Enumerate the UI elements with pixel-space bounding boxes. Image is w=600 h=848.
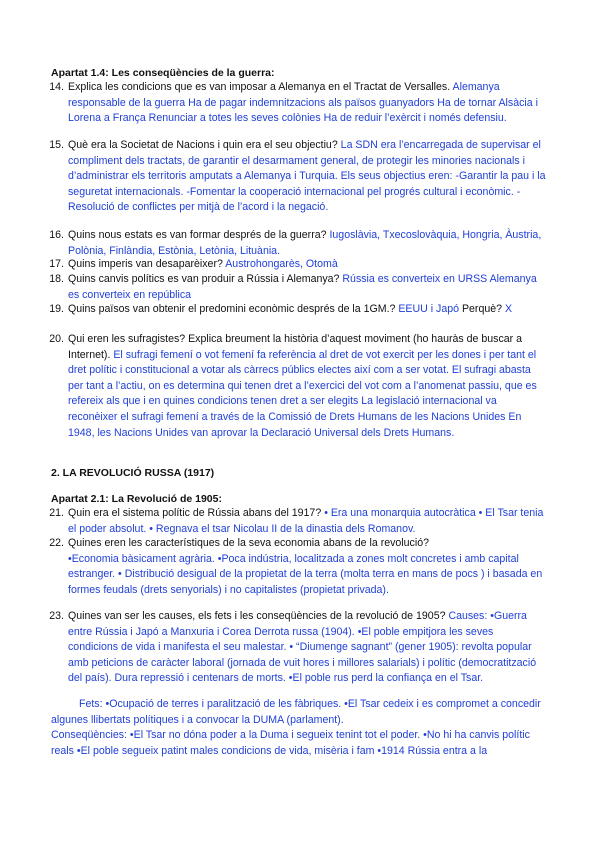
question-text: Explica les condicions que es van imposar a Alemanya en el Tractat de Versalles. xyxy=(68,81,451,93)
question-number: 19. xyxy=(49,303,64,315)
question-21 xyxy=(49,506,546,537)
question-text: Quin era el sistema polític de Rússia abans del 1917? xyxy=(68,507,322,519)
chapter-heading: 2. LA REVOLUCIÓ RUSSA (1917) xyxy=(51,467,215,479)
question-number: 15. xyxy=(49,139,64,151)
question-15 xyxy=(49,138,546,216)
answer-text: • Era una monarquia autocràtica • El Tsar tenia el poder absolut. • Regnava el tsar Nicolau II de la dinastia dels Romanov. xyxy=(68,507,544,535)
answer-text: Causes: •Guerra entre Rússia i Japó a Manxuria i Corea Derrota russa (1904). •El poble empitjora les seves condicions de vida i manifesta el seu malestar. • “Diumenge sagnant” (gener 1905): revolta popular amb peticions de caràcter laboral (jornada de vuit hores i millores salarials) i polític (democratització del país). Dura repressió i centenars de morts. •El poble rus perd la confiança en el Tsar. xyxy=(68,610,537,685)
answer-text: EEUU i Japó xyxy=(398,303,460,315)
answer-text: Austrohongarès, Otomà xyxy=(225,258,338,270)
question-20 xyxy=(49,332,546,441)
answer-text: Iugoslàvia, Txecoslovàquia, Hongria, Àustria, Polònia, Finlàndia, Estònia, Letònia, Lituània. xyxy=(68,229,542,257)
answer-text: X xyxy=(504,303,513,315)
question-number: 17. xyxy=(49,258,64,270)
question-text: Qui eren les sufragistes? Explica breument la història d’aquest moviment (ho hauràs de buscar a Internet). xyxy=(68,333,523,361)
question-text: Quins canvis polítics es van produir a Rússia i Alemanya? xyxy=(68,273,340,285)
question-text: Perquè? xyxy=(461,303,503,315)
question-17 xyxy=(49,257,546,273)
question-text: Quins imperis van desaparèixer? xyxy=(68,258,223,270)
answer-text: El sufragi femení o vot femení fa referència al dret de vot exercit per les dones i per tant el dret polític i constitucional a votar als càrrecs públics electes així com a ser votat. El sufragi abasta per tant a l’actiu, on es determina qui tenen dret a l’exercici del vot com a l’anomenat passiu, que es refereix als que i en quines condicions tenen dret a ser elegits La legislació internacional va reconèixer el sufragi femení a través de la Comissió de Drets Humans de les Nacions Unides En 1948, les Nacions Unides van aprovar la Declaració Universal dels Drets Humans. xyxy=(68,348,537,439)
question-number: 22. xyxy=(49,537,64,549)
answer-text: •Economia bàsicament agrària. •Poca indústria, localitzada a zones molt concretes i amb capital estranger. • Distribució desigual de la propietat de la terra (molta terra en mans de pocs ) i basada en formes feudals (drets senyorials) i no capitalistes (propietat privada). xyxy=(68,552,543,596)
question-text: Quines van ser les causes, els fets i les conseqüències de la revolució de 1905? xyxy=(68,610,446,622)
question-text: Quines eren les característiques de la seva economia abans de la revolució? xyxy=(68,537,429,549)
question-22 xyxy=(49,536,546,598)
question-number: 23. xyxy=(49,610,64,622)
question-23 xyxy=(49,609,546,687)
question-number: 14. xyxy=(49,81,64,93)
question-16 xyxy=(49,228,546,259)
question-number: 20. xyxy=(49,333,64,345)
question-number: 21. xyxy=(49,507,64,519)
question-number: 18. xyxy=(49,273,64,285)
question-text: Quins països van obtenir el predomini econòmic després de la 1GM.? xyxy=(68,303,396,315)
question-19 xyxy=(49,302,546,318)
section-heading: Apartat 1.4: Les conseqüències de la guerra: xyxy=(51,67,275,79)
question-14 xyxy=(49,80,546,127)
answer-text: La SDN era l’encarregada de supervisar el compliment dels tractats, de garantir el desarmament general, de protegir les minories nacionals i d’administrar els territoris amputats a Alemanya i Turquia. Els seus objectius eren: -Garantir la pau i la seguretat internacionals. -Fomentar la cooperació internacional pel progrés cultural i econòmic. -Resolució de conflictes per mitjà de l’acord i la negació. xyxy=(68,139,546,214)
consequencies-paragraph: Conseqüències: •El Tsar no dóna poder a la Duma i segueix tenint tot el poder. •No hi ha canvis polític reals •El poble segueix patint males condicions de vida, misèria i fam •1914 Rússia entra a la xyxy=(51,729,530,757)
answer-text: Rússia es converteix en URSS Alemanya es converteix en república xyxy=(68,273,537,301)
question-number: 16. xyxy=(49,229,64,241)
fets-paragraph: Fets: •Ocupació de terres i paralització de les fàbriques. •El Tsar cedeix i es compromet a concedir algunes llibertats polítiques i a convocar la DUMA (parlament). xyxy=(51,698,541,726)
section-heading: Apartat 2.1: La Revolució de 1905: xyxy=(51,493,222,505)
question-text: Què era la Societat de Nacions i quin era el seu objectiu? xyxy=(68,139,338,151)
question-18 xyxy=(49,272,546,303)
question-text: Quins nous estats es van formar després de la guerra? xyxy=(68,229,327,241)
answer-text: Alemanya responsable de la guerra Ha de pagar indemnitzacions als països guanyadors Ha de tornar Alsàcia i Lorena a França Renunciar a totes les seves colònies Ha de reduir l’exèrcit i només defensiu. xyxy=(68,81,538,125)
